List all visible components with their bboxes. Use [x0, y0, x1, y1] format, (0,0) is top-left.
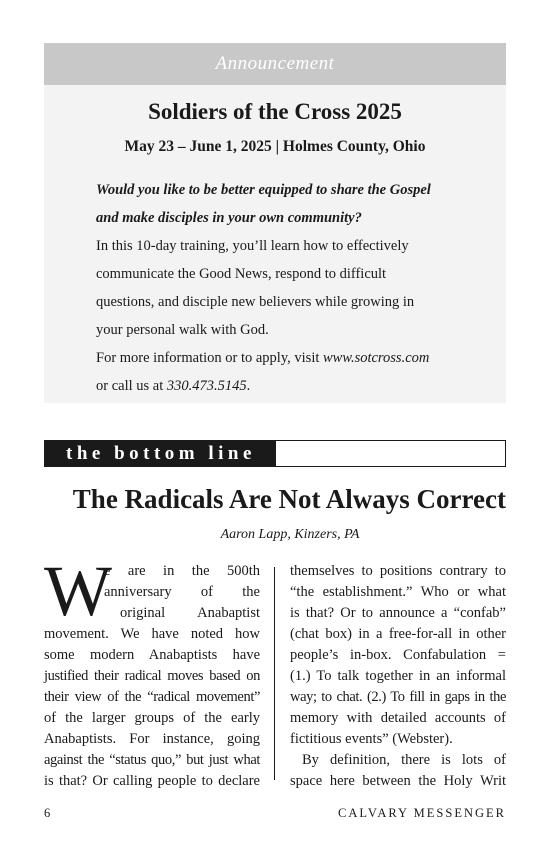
section-banner	[44, 440, 506, 467]
text-line: some modern Anabaptists have	[44, 647, 260, 663]
text-line: way; to chat. (2.) To fill in gaps in the	[290, 689, 506, 705]
announcement-body-line: your personal walk with God.	[96, 322, 269, 338]
phone-number: 330.473.5145	[166, 378, 247, 394]
announcement-box	[44, 43, 506, 403]
text-line: e are in the 500th	[104, 563, 260, 579]
text-line: movement. We have noted how	[44, 626, 260, 642]
text-line: is that? Or calling people to declare	[44, 773, 260, 789]
call-suffix: .	[246, 378, 251, 394]
text-line: themselves to positions contrary to	[290, 563, 506, 579]
text-line: justified their radical moves based on	[44, 668, 260, 684]
call-prefix: or call us at	[96, 378, 167, 394]
text-line: fictitious events” (Webster).	[290, 731, 453, 747]
article-title: The Radicals Are Not Always Correct	[72, 484, 506, 514]
text-line: By definition, there is lots of	[302, 752, 506, 768]
announcement-title: Soldiers of the Cross 2025	[148, 99, 402, 124]
website-link[interactable]: www.sotcross.com	[323, 350, 430, 366]
announcement-body	[96, 176, 496, 400]
article-byline: Aaron Lapp, Kinzers, PA	[220, 527, 360, 542]
announcement-body-line: communicate the Good News, respond to difficult	[96, 266, 387, 282]
text-line: (1.) To talk together in an informal	[290, 668, 506, 684]
text-line: of the larger groups of the early	[44, 710, 260, 726]
text-line: against the “status quo,” but just what	[44, 752, 260, 768]
text-line: original Anabaptist	[120, 605, 260, 621]
text-line: is that? Or to announce a “confab”	[290, 605, 506, 621]
text-line: (chat box) in a free-for-all in other	[290, 626, 506, 642]
text-line: memory with detailed accounts of	[290, 710, 506, 726]
text-line: “the establishment.” Who or what	[290, 584, 506, 600]
text-line: people’s in-box. Confabulation =	[290, 647, 506, 663]
publication-name: CALVARY MESSENGER	[338, 806, 506, 820]
announcement-body-line: questions, and disciple new believers while growing in	[96, 294, 415, 310]
text-line: Anabaptists. For instance, going	[44, 731, 260, 747]
drop-cap: W	[44, 551, 112, 631]
announcement-dates: May 23 – June 1, 2025 | Holmes County, Ohio	[124, 138, 426, 155]
announcement-call-line	[96, 372, 496, 400]
page-number: 6	[44, 806, 51, 820]
section-label: the bottom line	[45, 441, 276, 466]
announcement-question-line: and make disciples in your own community?	[96, 210, 362, 226]
announcement-header: Announcement	[44, 43, 506, 85]
column-divider	[274, 567, 275, 780]
text-line: space here between the Holy Writ	[290, 773, 506, 789]
announcement-body-line: In this 10-day training, you’ll learn how to effectively	[96, 238, 409, 254]
text-line: anniversary of the	[104, 584, 260, 600]
info-prefix: For more information or to apply, visit	[96, 350, 324, 366]
article-right-column	[290, 561, 506, 792]
text-line: their view of the “radical movement”	[44, 689, 260, 705]
article-left-column	[44, 551, 260, 792]
announcement-question-line: Would you like to be better equipped to share the Gospel	[96, 182, 431, 198]
announcement-info-line	[96, 344, 496, 372]
